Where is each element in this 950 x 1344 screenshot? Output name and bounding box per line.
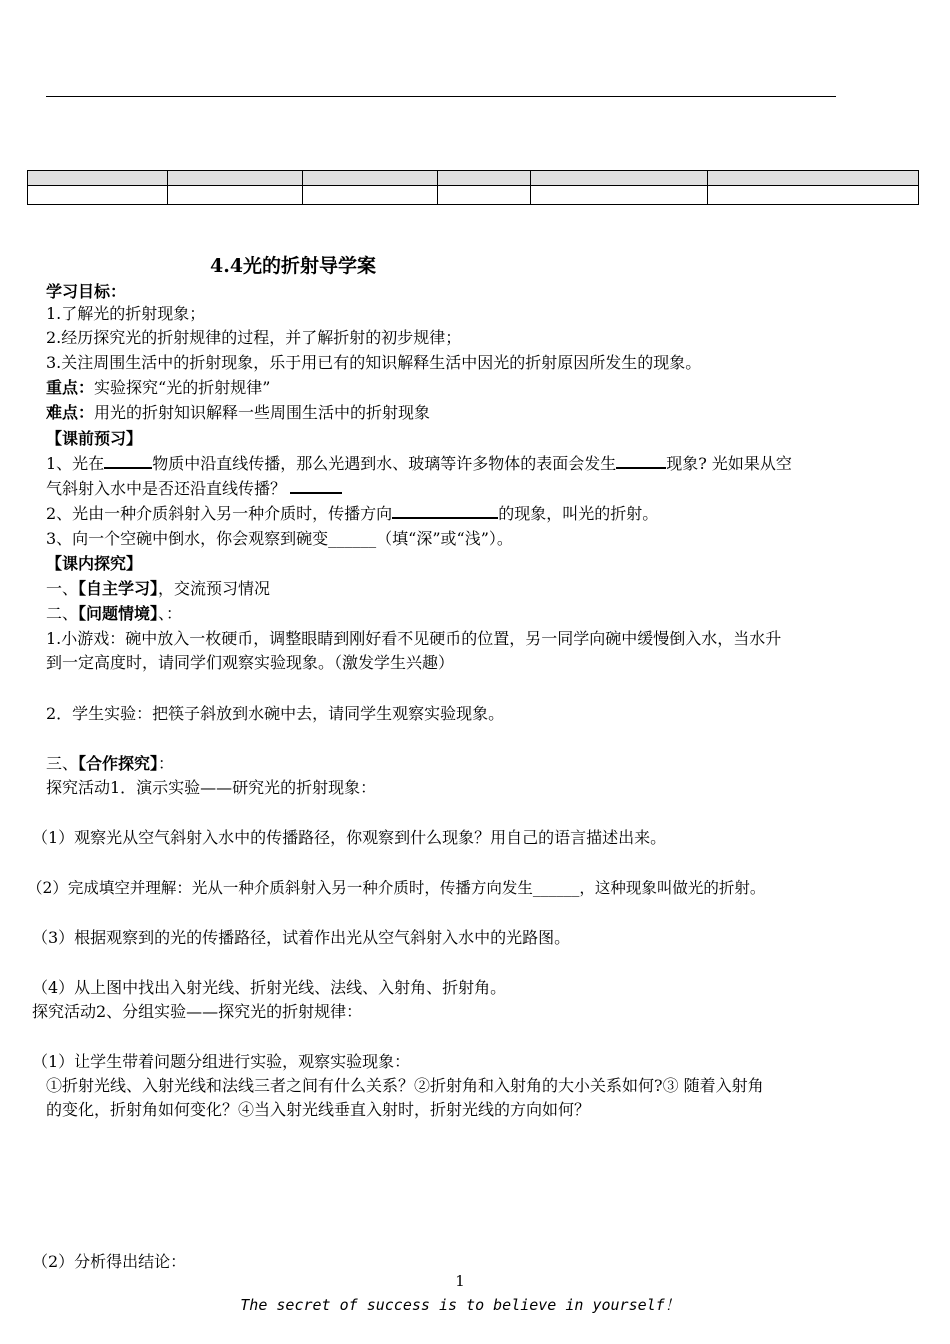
section-2-number: 二、 xyxy=(46,604,79,623)
activity-1-q2: （2）完成填空并理解：光从一种介质斜射入另一种介质时，传播方向发生______，这种现象叫做光的折射。 xyxy=(27,879,766,897)
preview-q2-text-a: 2、光由一种介质斜射入另一种介质时，传播方向 xyxy=(46,504,393,523)
section-2-title: 【问题情境】 xyxy=(78,604,159,623)
key-point-text: 实验探究“光的折射规律” xyxy=(94,378,271,397)
activity-2-title: 探究活动2、分组实验——探究光的折射规律： xyxy=(32,1002,363,1021)
preview-heading: 【课前预习】 xyxy=(46,429,143,448)
difficulty-text: 用光的折射知识解释一些周围生活中的折射现象 xyxy=(94,403,431,422)
inclass-heading: 【课内探究】 xyxy=(46,554,143,573)
preview-q1-text-b: 物质中沿直线传播，那么光遇到水、玻璃等许多物体的表面会发生 xyxy=(152,454,617,473)
objectives-label: 学习目标： xyxy=(46,282,127,301)
page-number: 1 xyxy=(455,1272,465,1290)
preview-q1-line1 xyxy=(46,452,792,476)
section-2-item-1-line1: 1.小游戏：碗中放入一枚硬币，调整眼睛到刚好看不见硬币的位置，另一同学向碗中缓慢倒入水，当水升 xyxy=(46,629,782,648)
objective-2: 2.经历探究光的折射规律的过程，并了解折射的初步规律； xyxy=(46,328,462,347)
preview-q1-text-c: 现象? 光如果从空 xyxy=(666,454,792,473)
section-1-text: ，交流预习情况 xyxy=(158,579,271,598)
header-table xyxy=(27,170,919,205)
section-3-title: 【合作探究】 xyxy=(78,754,159,773)
header-rule xyxy=(46,96,836,97)
key-point-label: 重点： xyxy=(46,378,95,397)
preview-q3: 3、向一个空碗中倒水，你会观察到碗变______（填“深”或“浅”）。 xyxy=(46,529,513,548)
activity-2-q1-line2: 的变化，折射角如何变化？④当入射光线垂直入射时，折射光线的方向如何？ xyxy=(46,1100,591,1119)
preview-q2-text-b: 的现象，叫光的折射。 xyxy=(498,504,659,523)
section-3 xyxy=(46,752,174,776)
section-2-item-1-line2: 到一定高度时，请同学们观察实验现象。（激发学生兴趣） xyxy=(46,653,455,672)
difficulty-label: 难点： xyxy=(46,403,95,422)
fill-blank[interactable] xyxy=(104,453,152,469)
activity-2-q2: （2）分析得出结论： xyxy=(32,1252,187,1271)
fill-blank[interactable] xyxy=(290,478,342,494)
objective-3: 3.关注周围生活中的折射现象，乐于用已有的知识解释生活中因光的折射原因所发生的现象。 xyxy=(46,353,702,372)
footer-motto: The secret of success is to believe in yourself！ xyxy=(240,1296,680,1314)
activity-1-title: 探究活动1．演示实验——研究光的折射现象： xyxy=(46,778,377,797)
objective-1: 1.了解光的折射现象； xyxy=(46,304,206,323)
section-1-title: 【自主学习】 xyxy=(78,579,159,598)
fill-blank[interactable] xyxy=(616,453,666,469)
section-1 xyxy=(46,577,270,601)
activity-2-q1: （1）让学生带着问题分组进行实验，观察实验现象： xyxy=(32,1052,411,1071)
activity-2-q1-line1: ①折射光线、入射光线和法线三者之间有什么关系？②折射角和入射角的大小关系如何?③ 随着入射角 xyxy=(46,1076,764,1095)
page-title: 4.4光的折射导学案 xyxy=(210,255,377,277)
activity-1-q3: （3）根据观察到的光的传播路径，试着作出光从空气斜射入水中的光路图。 xyxy=(32,928,571,947)
preview-q2 xyxy=(46,502,658,526)
fill-blank[interactable] xyxy=(392,503,498,519)
activity-1-q1: （1）观察光从空气斜射入水中的传播路径，你观察到什么现象？用自己的语言描述出来。 xyxy=(32,828,667,847)
section-3-text: ： xyxy=(158,754,175,773)
section-2-item-2: 2．学生实验：把筷子斜放到水碗中去，请同学生观察实验现象。 xyxy=(46,704,505,723)
section-2-text: 、： xyxy=(158,604,183,623)
section-2 xyxy=(46,602,182,626)
preview-q1-text-a: 1、光在 xyxy=(46,454,105,473)
section-3-number: 三、 xyxy=(46,754,79,773)
preview-q1-text-d: 气斜射入水中是否还沿直线传播？ xyxy=(46,479,287,498)
difficulty xyxy=(46,401,430,425)
section-1-number: 一、 xyxy=(46,579,79,598)
preview-q1-line2 xyxy=(46,477,342,501)
key-point xyxy=(46,376,270,400)
activity-1-q4: （4）从上图中找出入射光线、折射光线、法线、入射角、折射角。 xyxy=(32,978,507,997)
